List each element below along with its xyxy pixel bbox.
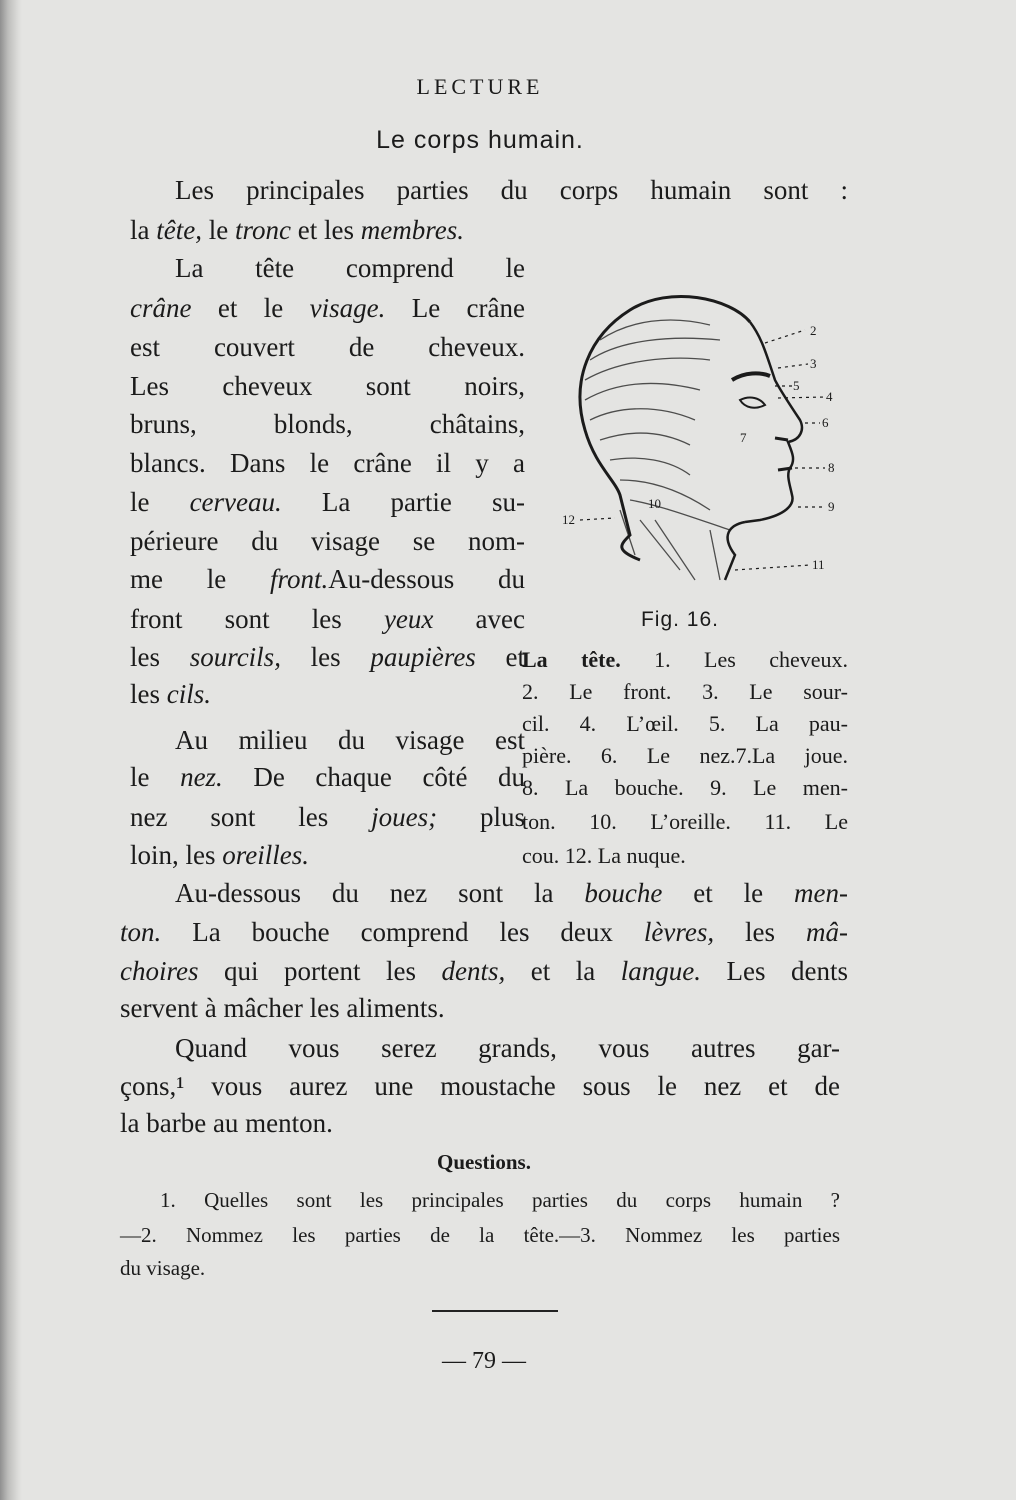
- body-text-line: [130, 444, 525, 482]
- emphasized-term: bouche: [584, 878, 663, 908]
- text-segment: Au milieu du visage est: [175, 725, 525, 755]
- text-segment: loin, les: [130, 840, 223, 870]
- body-text-line: [130, 405, 525, 443]
- question-line: du visage.: [120, 1256, 206, 1280]
- emphasized-term: front.: [269, 564, 329, 594]
- emphasized-term: joues;: [371, 802, 438, 832]
- emphasized-term: crâne: [130, 293, 192, 323]
- emphasized-term: sourcils,: [189, 642, 281, 672]
- body-text-line: [120, 913, 848, 951]
- figure-caption-line: ton. 10. L’oreille. 11. Le: [522, 809, 848, 834]
- text-segment: nez sont les: [130, 802, 372, 832]
- emphasized-term: lèvres,: [643, 917, 715, 947]
- body-text-line: [130, 836, 525, 874]
- marker-8: 8: [828, 460, 835, 475]
- caption-lead: La tête.: [522, 647, 621, 672]
- text-segment: front sont les: [130, 604, 384, 634]
- emphasized-term: visage.: [309, 293, 386, 323]
- figure-label: Fig. 16.: [640, 608, 720, 631]
- text-segment: Quand vous serez grands, vous autres gar-: [175, 1033, 840, 1063]
- marker-10: 10: [648, 496, 661, 511]
- body-text-line: [130, 289, 525, 327]
- body-text-line: [130, 798, 525, 836]
- text-segment: çons,¹ vous aurez une moustache sous le nez et de: [120, 1071, 840, 1101]
- text-segment: qui portent les: [198, 956, 442, 986]
- text-segment: blancs. Dans le crâne il y a: [130, 448, 525, 478]
- emphasized-term: yeux: [383, 604, 434, 634]
- text-segment: Au-dessous du nez sont la: [175, 878, 585, 908]
- marker-11: 11: [812, 557, 825, 572]
- text-segment: Les principales parties du corps humain sont :: [175, 175, 848, 205]
- text-segment: périeure du visage se nom-: [130, 526, 525, 556]
- figure-caption-line: cou. 12. La nuque.: [522, 843, 686, 868]
- body-text-line: [120, 1104, 520, 1142]
- emphasized-term: cerveau.: [189, 487, 282, 517]
- emphasized-term: tête,: [156, 215, 202, 245]
- text-segment: les: [280, 642, 371, 672]
- text-segment: servent à mâcher les aliments.: [120, 993, 445, 1023]
- body-text-line: [130, 560, 525, 598]
- body-text-line: [130, 675, 525, 713]
- section-header: LECTURE: [416, 74, 544, 99]
- emphasized-term: langue.: [620, 956, 701, 986]
- body-text-line: [175, 721, 525, 759]
- body-text-line: [130, 522, 525, 560]
- emphasized-term: tronc: [234, 215, 291, 245]
- text-segment: De chaque côté du: [222, 762, 525, 792]
- emphasized-term: choires: [120, 956, 199, 986]
- body-text-line: [130, 211, 610, 249]
- text-segment: et: [475, 642, 525, 672]
- text-segment: est couvert de cheveux.: [130, 332, 525, 362]
- marker-7: 7: [740, 430, 747, 445]
- text-segment: les: [130, 679, 167, 709]
- figure-caption-line: cil. 4. L’œil. 5. La pau-: [522, 711, 848, 736]
- text-segment: la barbe au menton.: [120, 1108, 333, 1138]
- emphasized-term: cils.: [166, 679, 211, 709]
- text-segment: et le: [662, 878, 795, 908]
- text-segment: La tête comprend le: [175, 253, 525, 283]
- text-segment: avec: [433, 604, 525, 634]
- questions-heading: Questions.: [437, 1150, 531, 1174]
- body-text-line: [130, 638, 525, 676]
- emphasized-term: oreilles.: [222, 840, 309, 870]
- body-text-line: [175, 874, 848, 912]
- emphasized-term: mâ-: [806, 917, 848, 947]
- text-segment: et les: [290, 215, 361, 245]
- body-text-line: [130, 758, 525, 796]
- body-text-line: [120, 989, 620, 1027]
- lesson-title: Le corps humain.: [376, 126, 584, 154]
- text-segment: Le crâne: [385, 293, 525, 323]
- body-text-line: [130, 328, 525, 366]
- text-segment: La partie su-: [281, 487, 525, 517]
- figure-caption-line: [522, 644, 848, 676]
- text-segment: et le: [191, 293, 310, 323]
- head-profile-illustration: [560, 280, 860, 600]
- text-segment: plus: [437, 802, 525, 832]
- text-segment: les: [130, 642, 190, 672]
- emphasized-term: ton.: [120, 917, 162, 947]
- body-text-line: [130, 367, 525, 405]
- marker-12: 12: [562, 512, 575, 527]
- emphasized-term: nez.: [180, 762, 223, 792]
- text-segment: La bouche comprend les deux: [161, 917, 644, 947]
- figure-caption-line: pière. 6. Le nez.7.La joue.: [522, 743, 848, 768]
- emphasized-term: paupières: [370, 642, 476, 672]
- body-text-line: [175, 171, 848, 209]
- text-segment: et la: [505, 956, 621, 986]
- question-line: 1. Quelles sont les principales parties du corps humain ?: [160, 1188, 840, 1212]
- body-text-line: [120, 1067, 840, 1105]
- marker-4: 4: [826, 389, 833, 404]
- body-text-line: [175, 249, 525, 287]
- text-segment: Les dents: [700, 956, 848, 986]
- text-segment: me le: [130, 564, 270, 594]
- marker-3: 3: [810, 356, 817, 371]
- figure-caption-line: 8. La bouche. 9. Le men-: [522, 775, 848, 800]
- marker-5: 5: [793, 378, 800, 393]
- text-segment: bruns, blonds, châtains,: [130, 409, 525, 439]
- body-text-line: [120, 952, 848, 990]
- body-text-line: [130, 600, 525, 638]
- caption-text: 1. Les cheveux.: [620, 647, 848, 672]
- text-segment: Au-dessous du: [328, 564, 525, 594]
- marker-2: 2: [810, 323, 817, 338]
- text-segment: les: [714, 917, 806, 947]
- marker-9: 9: [828, 499, 835, 514]
- text-segment: le: [130, 487, 190, 517]
- separator-rule: [432, 1310, 558, 1312]
- book-binding-edge: [0, 0, 22, 1500]
- text-segment: le: [201, 215, 235, 245]
- body-text-line: [130, 483, 525, 521]
- emphasized-term: men-: [794, 878, 848, 908]
- text-segment: le: [130, 762, 181, 792]
- question-line: —2. Nommez les parties de la tête.—3. Nommez les parties: [120, 1223, 840, 1247]
- page-number: — 79 —: [442, 1348, 526, 1374]
- emphasized-term: membres.: [360, 215, 464, 245]
- text-segment: Les cheveux sont noirs,: [130, 371, 525, 401]
- marker-6: 6: [822, 415, 829, 430]
- figure-caption-line: 2. Le front. 3. Le sour-: [522, 679, 848, 704]
- text-segment: la: [130, 215, 157, 245]
- emphasized-term: dents,: [441, 956, 506, 986]
- body-text-line: [175, 1029, 840, 1067]
